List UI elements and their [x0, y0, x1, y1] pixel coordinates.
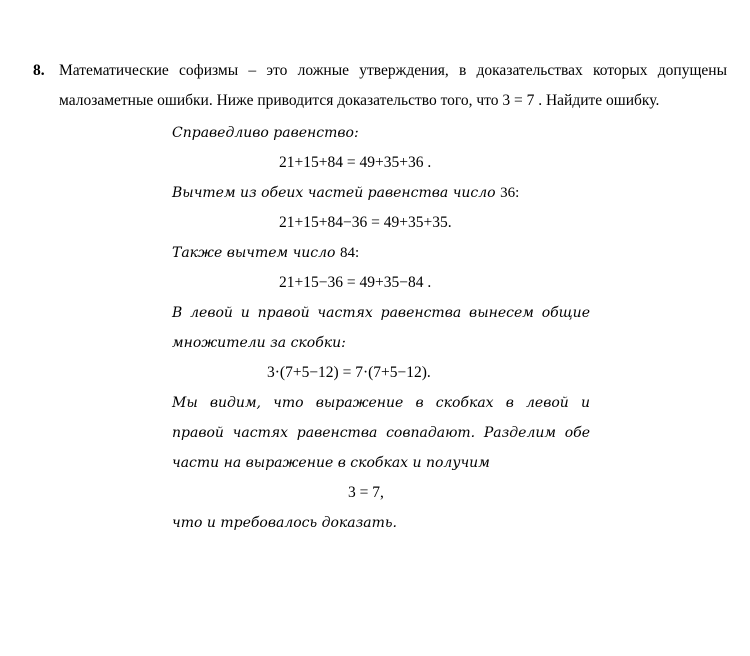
proof-step3-line	[172, 238, 590, 268]
proof-step3-text: Также вычтем число	[172, 245, 336, 261]
proof-step5-line1: Мы видим, что выражение в скобках в левой и	[172, 395, 590, 411]
problem-formula: 3 = 7	[502, 92, 535, 109]
proof-step5-line2: правой частях равенства совпадают. Разделим обе	[172, 425, 590, 441]
proof-block	[172, 118, 590, 538]
problem-statement	[59, 56, 727, 116]
proof-step1-text: Справедливо равенство:	[172, 125, 359, 141]
proof-step4-line2: множители за скобки:	[172, 335, 346, 351]
proof-conclusion: что и требовалось доказать.	[172, 515, 397, 531]
proof-step4-line1: В левой и правой частях равенства вынесем общие	[172, 305, 590, 321]
problem-text-before: Математические софизмы – это ложные утверждения, в доказательствах которых допущены малозаметные ошибки. Ниже приводится доказательство того, что	[59, 62, 727, 109]
proof-step4-equation: 3·(7+5−12) = 7·(7+5−12).	[267, 364, 431, 381]
problem-text-after: . Найдите ошибку.	[534, 92, 660, 109]
proof-step2-equation: 21+15+84−36 = 49+35+35.	[279, 214, 452, 231]
proof-step5-equation: 3 = 7,	[348, 484, 384, 501]
proof-step1-equation: 21+15+84 = 49+35+36 .	[279, 154, 432, 171]
proof-step5-line3: части на выражение в скобках и получим	[172, 455, 490, 471]
proof-step3-number: 84:	[339, 245, 360, 261]
proof-step2-line	[172, 178, 590, 208]
problem-block	[33, 56, 727, 116]
proof-step2-text: Вычтем из обеих частей равенства число	[172, 185, 496, 201]
proof-step3-equation: 21+15−36 = 49+35−84 .	[279, 274, 432, 291]
proof-step2-number: 36:	[500, 185, 520, 201]
problem-number: 8.	[33, 62, 45, 79]
